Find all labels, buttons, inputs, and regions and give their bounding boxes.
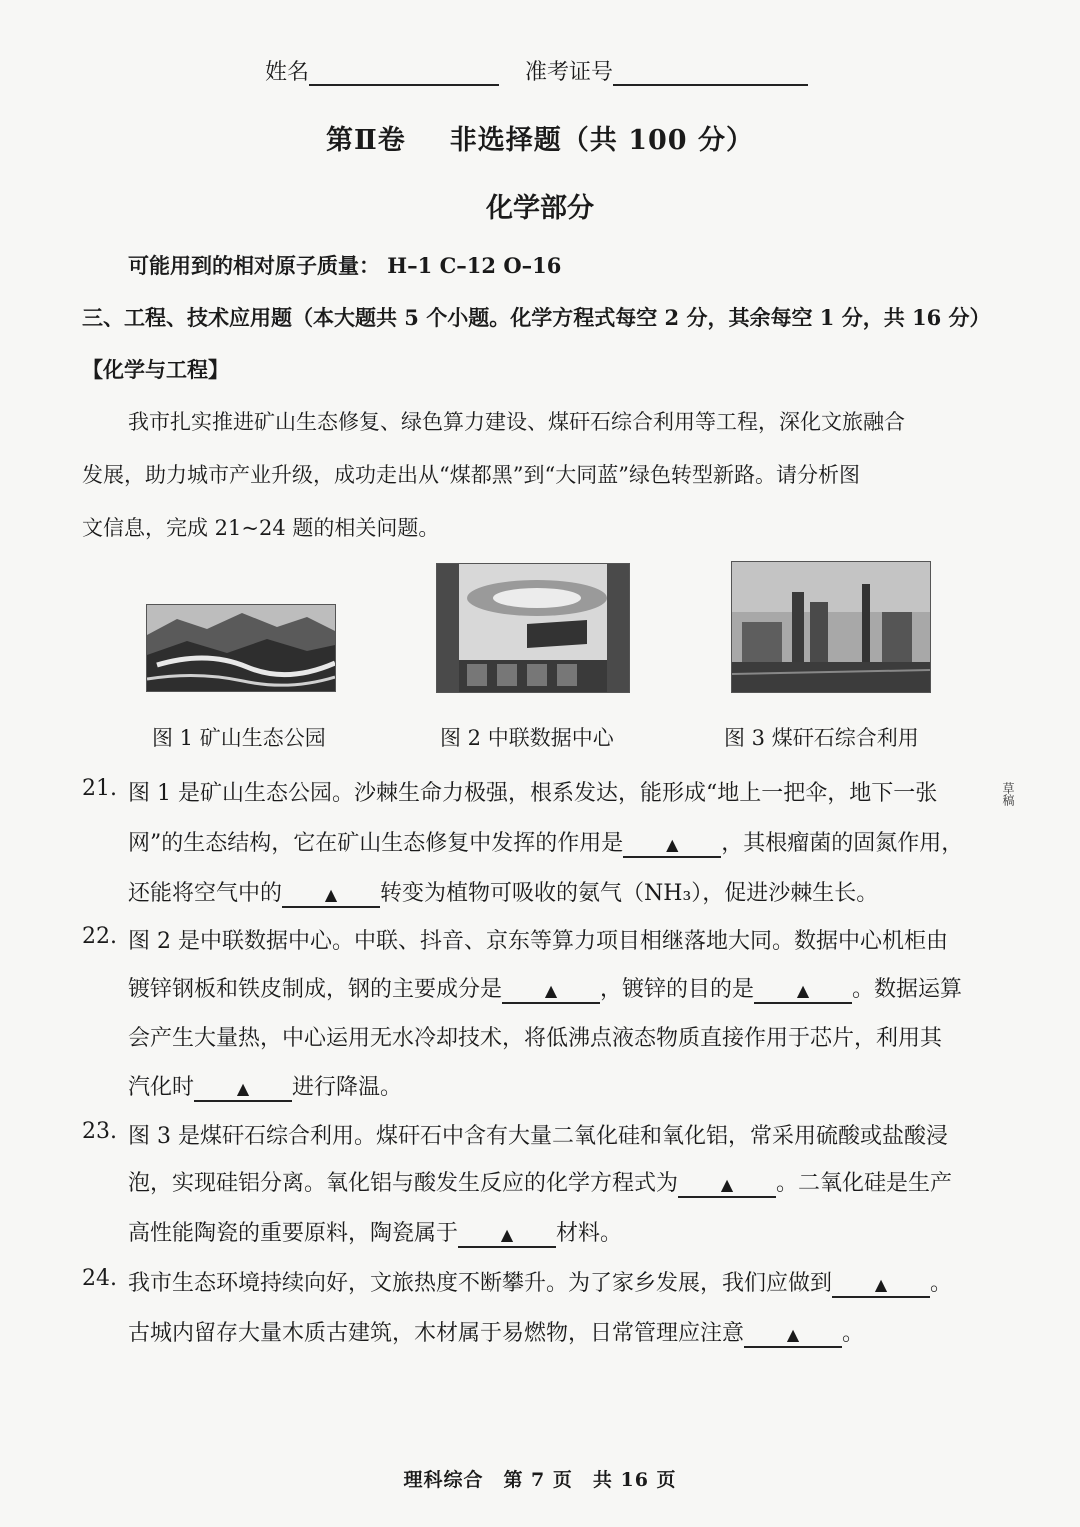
question-24-text-c: 古城内留存大量木质古建筑，木材属于易燃物，日常管理应注意 <box>128 1321 745 1346</box>
paper-part: 第Ⅱ卷 <box>326 125 406 156</box>
answer-blank-24a[interactable]: ▲ <box>832 1271 930 1298</box>
question-21-number: 21. <box>82 776 117 801</box>
intro-line-1: 我市扎实推进矿山生态修复、绿色算力建设、煤矸石综合利用等工程，深化文旅融合 <box>128 410 905 434</box>
question-21-line-3 <box>128 876 878 908</box>
question-23-text-b: 。二氧化硅是生产 <box>776 1171 953 1196</box>
paper-title <box>0 118 1080 157</box>
question-23-line-3 <box>128 1216 622 1248</box>
topic-heading: 【化学与工程】 <box>82 357 229 382</box>
candidate-info-line <box>265 55 808 86</box>
figure-1-caption: 图 1 矿山生态公园 <box>152 726 326 750</box>
answer-blank-23a[interactable]: ▲ <box>678 1171 776 1198</box>
figure-1-mine-park-photo <box>146 604 336 692</box>
question-21-text-b: ，其根瘤菌的固氮作用， <box>721 831 964 856</box>
answer-blank-21b[interactable]: ▲ <box>282 881 380 908</box>
question-21-line-1: 图 1 是矿山生态公园。沙棘生命力极强，根系发达，能形成“地上一把伞，地下一张 <box>128 781 938 806</box>
question-23-text-a: 泡，实现硅铝分离。氧化铝与酸发生反应的化学方程式为 <box>128 1171 679 1196</box>
question-22-text-c: 。数据运算 <box>852 977 963 1002</box>
paper-type: 非选择题（共 100 分） <box>449 125 754 156</box>
answer-blank-22c[interactable]: ▲ <box>194 1075 292 1102</box>
question-23-line-1: 图 3 是煤矸石综合利用。煤矸石中含有大量二氧化硅和氧化铝，常采用硫酸或盐酸浸 <box>128 1124 948 1149</box>
question-22-number: 22. <box>82 924 117 949</box>
answer-blank-22a[interactable]: ▲ <box>502 977 600 1004</box>
intro-line-3: 文信息，完成 21~24 题的相关问题。 <box>82 516 440 540</box>
question-23-text-d: 材料。 <box>556 1221 623 1246</box>
question-23-number: 23. <box>82 1119 117 1144</box>
question-24-line-2 <box>128 1316 864 1348</box>
question-22-text-d: 汽化时 <box>128 1075 195 1100</box>
question-22-line-4 <box>128 1070 402 1102</box>
answer-blank-21a[interactable]: ▲ <box>623 831 721 858</box>
intro-line-2: 发展，助力城市产业升级，成功走出从“煤都黑”到“大同蓝”绿色转型新路。请分析图 <box>82 463 860 487</box>
question-21-text-c: 还能将空气中的 <box>128 881 283 906</box>
answer-blank-22b[interactable]: ▲ <box>754 977 852 1004</box>
section-subtitle: 化学部分 <box>486 193 594 224</box>
question-22-line-2 <box>128 972 962 1004</box>
figure-2-caption: 图 2 中联数据中心 <box>440 726 614 750</box>
answer-blank-24b[interactable]: ▲ <box>744 1321 842 1348</box>
answer-blank-23b[interactable]: ▲ <box>458 1221 556 1248</box>
exam-id-label: 准考证号 <box>525 60 614 85</box>
question-24-text-a: 我市生态环境持续向好，文旅热度不断攀升。为了家乡发展，我们应做到 <box>128 1271 833 1296</box>
question-24-line-1 <box>128 1266 952 1298</box>
question-24-number: 24. <box>82 1266 117 1291</box>
question-22-line-1: 图 2 是中联数据中心。中联、抖音、京东等算力项目相继落地大同。数据中心机柜由 <box>128 929 948 954</box>
name-blank <box>309 60 499 86</box>
name-label: 姓名 <box>265 60 310 85</box>
question-21-line-2 <box>128 826 963 858</box>
question-22-text-e: 进行降温。 <box>292 1075 403 1100</box>
question-23-text-c: 高性能陶瓷的重要原料，陶瓷属于 <box>128 1221 459 1246</box>
section-heading: 三、工程、技术应用题（本大题共 5 个小题。化学方程式每空 2 分，其余每空 1 分，共 16 分） <box>82 305 991 330</box>
figure-2-data-center-photo <box>436 563 630 693</box>
figure-3-caption: 图 3 煤矸石综合利用 <box>724 726 919 750</box>
exam-id-blank <box>613 60 808 86</box>
question-22-text-a: 镀锌钢板和铁皮制成，钢的主要成分是 <box>128 977 503 1002</box>
atomic-masses: 可能用到的相对原子质量： H–1 C–12 O–16 <box>128 253 562 278</box>
page-footer: 理科综合 第 7 页 共 16 页 <box>403 1469 677 1491</box>
question-23-line-2 <box>128 1166 952 1198</box>
question-21-text-a: 网”的生态结构，它在矿山生态修复中发挥的作用是 <box>128 831 624 856</box>
figure-3-coal-gangue-photo <box>731 561 931 693</box>
question-22-line-3: 会产生大量热，中心运用无水冷却技术，将低沸点液态物质直接作用于芯片，利用其 <box>128 1026 943 1051</box>
side-note: 草稿 <box>1001 782 1015 806</box>
question-21-text-d: 转变为植物可吸收的氨气（NH₃），促进沙棘生长。 <box>380 881 879 906</box>
question-24-text-b: 。 <box>930 1271 953 1296</box>
question-24-text-d: 。 <box>842 1321 865 1346</box>
question-22-text-b: ，镀锌的目的是 <box>600 977 755 1002</box>
